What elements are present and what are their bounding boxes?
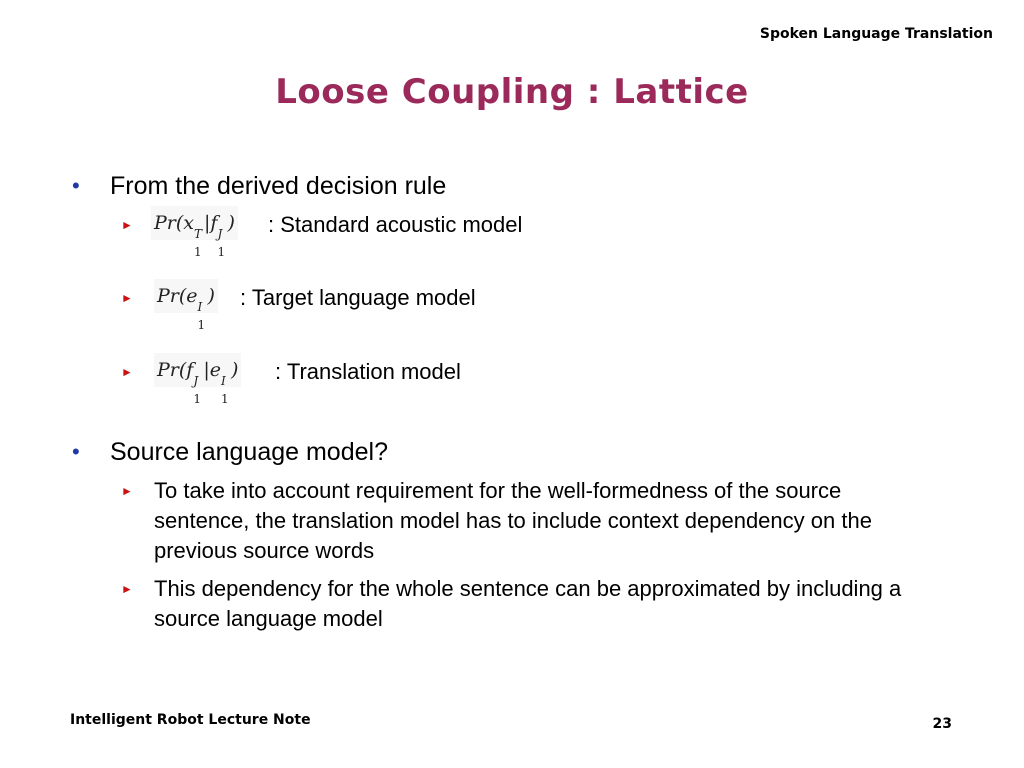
triangle-arrow-icon: ►	[121, 365, 133, 379]
model-label: : Target language model	[240, 285, 476, 310]
footer-lecture-title: Intelligent Robot Lecture Note	[70, 712, 311, 728]
formula-acoustic-model: Pr(x T 1 |f J 1 )	[151, 206, 238, 240]
bullet-dot-icon: •	[72, 439, 80, 464]
sub-bullet-text: This dependency for the whole sentence can be approximated by including a source language model	[154, 576, 902, 631]
triangle-arrow-icon: ►	[121, 291, 133, 305]
sub-bullet-text: To take into account requirement for the well-formedness of the source sentence, the translation model has to include context dependency on the previous source words	[154, 478, 872, 563]
triangle-arrow-icon: ►	[121, 582, 133, 596]
triangle-arrow-icon: ►	[121, 484, 133, 498]
header-course-title: Spoken Language Translation	[759, 26, 993, 42]
slide-title: Loose Coupling : Lattice	[275, 72, 749, 112]
triangle-arrow-icon: ►	[121, 218, 133, 232]
formula-target-language-model: Pr(e I 1 )	[154, 279, 218, 313]
formula-translation-model: Pr(f J 1 |e I 1 )	[154, 353, 241, 387]
page-number: 23	[932, 716, 952, 732]
model-label: : Standard acoustic model	[268, 212, 523, 237]
bullet-text: From the derived decision rule	[110, 172, 447, 200]
bullet-dot-icon: •	[72, 173, 80, 198]
bullet-text: Source language model?	[110, 438, 388, 466]
model-label: : Translation model	[275, 359, 461, 384]
